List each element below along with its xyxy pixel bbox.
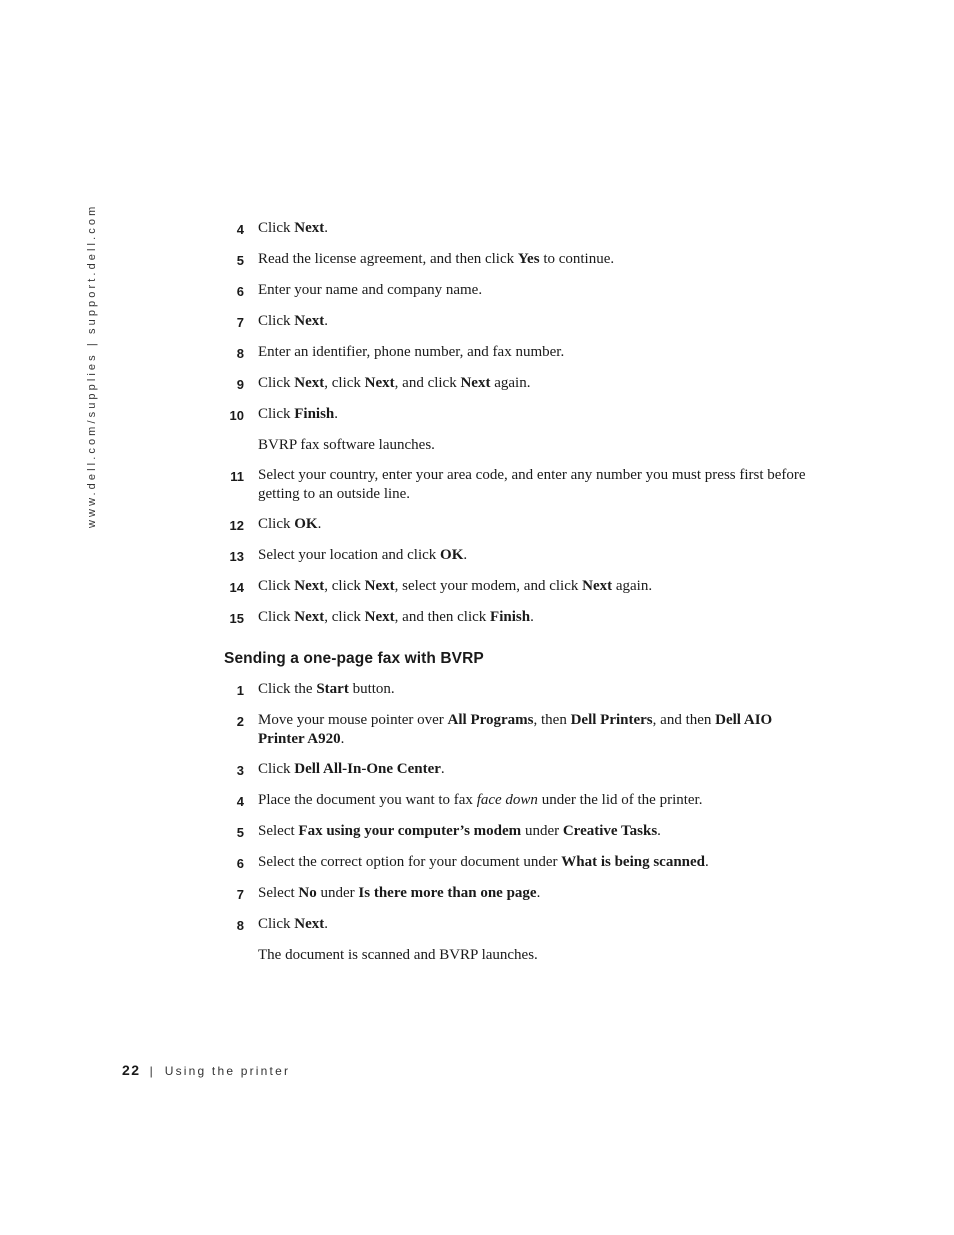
- step-number: 11: [230, 469, 244, 484]
- step-number: 4: [236, 794, 244, 809]
- step-text-run: Read the license agreement, and then click: [258, 251, 518, 267]
- step-text-run: Click: [258, 375, 295, 391]
- step-text: [258, 789, 812, 810]
- step-text-run: Click: [258, 578, 295, 594]
- step-text-run: .: [536, 885, 541, 901]
- step-text-run: Place the document you want to fax: [258, 792, 477, 808]
- step-result-note: BVRP fax software launches.: [258, 437, 435, 453]
- step-text-run: Select your location and click: [258, 547, 441, 563]
- ui-term: Next: [294, 313, 325, 329]
- step-item: [222, 403, 812, 425]
- step-item: [222, 279, 812, 301]
- step-text-run: Click: [258, 406, 295, 422]
- step-text-run: .: [324, 916, 328, 932]
- step-text: [258, 372, 812, 393]
- step-text-run: Select: [258, 885, 299, 901]
- step-text-run: .: [317, 516, 322, 532]
- step-text: [258, 513, 812, 534]
- step-text: [258, 820, 812, 841]
- step-text-run: Click: [258, 609, 295, 625]
- emphasis: face down: [476, 792, 538, 808]
- step-item: [222, 372, 812, 394]
- step-text-run: , click: [324, 609, 365, 625]
- step-item: [222, 248, 812, 270]
- step-text-run: , and then click: [394, 609, 491, 625]
- ui-term: OK: [294, 516, 318, 532]
- ui-term: Finish: [294, 406, 335, 422]
- step-item: [222, 851, 812, 873]
- step-text-run: Select your country, enter your area code, and enter any number you must press first before getting to an outside line.: [258, 467, 806, 502]
- ui-term: Dell Printers: [570, 712, 653, 728]
- ui-term: Next: [294, 220, 325, 236]
- step-item: [222, 575, 812, 597]
- ui-term: Next: [364, 578, 395, 594]
- ui-term: Next: [460, 375, 491, 391]
- step-text-run: Enter your name and company name.: [258, 282, 483, 298]
- ui-term: Next: [294, 916, 325, 932]
- step-text: [258, 464, 812, 504]
- step-item: [222, 310, 812, 332]
- step-item: [222, 341, 812, 363]
- step-number: 8: [236, 918, 244, 933]
- page-footer: [122, 1062, 290, 1080]
- step-number: 7: [236, 315, 244, 330]
- step-text: [258, 403, 812, 424]
- step-number: 15: [229, 611, 244, 626]
- step-item: [222, 789, 812, 811]
- step-text-run: Select the correct option for your document under: [258, 854, 562, 870]
- step-text-run: Select: [258, 823, 299, 839]
- footer-separator: |: [149, 1064, 153, 1078]
- step-text-run: .: [334, 406, 339, 422]
- step-text-run: Move your mouse pointer over: [258, 712, 448, 728]
- step-number: 4: [236, 222, 244, 237]
- step-text-run: to continue.: [539, 251, 615, 267]
- step-text-run: again.: [612, 578, 653, 594]
- ui-term: Fax using your computer’s modem: [298, 823, 522, 839]
- page-number: 22: [122, 1062, 141, 1078]
- step-text-run: Click: [258, 761, 295, 777]
- side-url-text: www.dell.com/supplies | support.dell.com: [86, 203, 98, 528]
- main-content: [222, 217, 812, 974]
- ui-term: What is being scanned: [561, 854, 706, 870]
- step-text: [258, 341, 812, 362]
- step-text-run: .: [657, 823, 661, 839]
- section-heading: Sending a one-page fax with BVRP: [224, 650, 484, 667]
- step-number: 5: [236, 825, 244, 840]
- footer-section-title: Using the printer: [164, 1064, 291, 1078]
- step-text: [258, 851, 812, 872]
- ui-term: No: [298, 885, 317, 901]
- step-text-run: , click: [324, 375, 365, 391]
- step-text-run: , then: [533, 712, 571, 728]
- step-number: 5: [236, 253, 244, 268]
- ui-term: Next: [364, 375, 395, 391]
- ui-term: Next: [294, 375, 325, 391]
- step-list-install: [222, 217, 812, 628]
- step-text-run: .: [324, 313, 328, 329]
- step-text-run: .: [705, 854, 709, 870]
- step-item: [222, 606, 812, 628]
- step-text: [258, 279, 812, 300]
- ui-term: All Programs: [447, 712, 534, 728]
- step-item: [222, 820, 812, 842]
- step-number: 1: [236, 683, 244, 698]
- ui-term: Finish: [490, 609, 531, 625]
- ui-term: Next: [294, 578, 325, 594]
- ui-term: OK: [440, 547, 464, 563]
- ui-term: Start: [316, 681, 349, 697]
- ui-term: Yes: [517, 251, 540, 267]
- step-text-run: .: [463, 547, 468, 563]
- step-item: [222, 544, 812, 566]
- step-number: 7: [236, 887, 244, 902]
- step-text-run: , and click: [394, 375, 461, 391]
- step-item: [222, 217, 812, 239]
- step-text-run: again.: [490, 375, 531, 391]
- step-item: [222, 513, 812, 535]
- step-text-run: button.: [348, 681, 395, 697]
- ui-term: Next: [582, 578, 613, 594]
- step-item: [222, 464, 812, 504]
- step-number: 9: [236, 377, 244, 392]
- step-number: 6: [236, 284, 244, 299]
- step-text: [258, 709, 812, 749]
- step-text-run: Click: [258, 516, 295, 532]
- step-text: [258, 758, 812, 779]
- step-text-run: .: [530, 609, 534, 625]
- step-number: 3: [236, 763, 244, 778]
- step-number: 8: [236, 346, 244, 361]
- step-text-run: Click the: [258, 681, 317, 697]
- step-text-run: Click: [258, 916, 295, 932]
- step-text-run: under: [521, 823, 563, 839]
- ui-term: Is there more than one page: [358, 885, 537, 901]
- step-text-run: Enter an identifier, phone number, and fax number.: [258, 344, 565, 360]
- ui-term: Next: [294, 609, 325, 625]
- step-text: [258, 248, 812, 269]
- step-item: [222, 709, 812, 749]
- step-number: 12: [229, 518, 244, 533]
- step-text: [258, 678, 812, 699]
- step-number: 2: [236, 714, 244, 729]
- step-text-run: .: [340, 731, 345, 747]
- step-text-run: .: [324, 220, 328, 236]
- ui-term: Dell AIO Printer A920: [258, 712, 773, 747]
- step-text-run: .: [440, 761, 445, 777]
- step-result-note: The document is scanned and BVRP launches.: [258, 947, 538, 963]
- step-text: [258, 606, 812, 627]
- step-text-run: , click: [324, 578, 365, 594]
- step-number: 10: [229, 408, 244, 423]
- step-text: [258, 575, 812, 596]
- step-text-run: Click: [258, 313, 295, 329]
- step-text: [258, 310, 812, 331]
- ui-term: Next: [364, 609, 395, 625]
- step-list-send-fax: [222, 678, 812, 965]
- ui-term: Creative Tasks: [562, 823, 658, 839]
- step-text-run: , select your modem, and click: [394, 578, 583, 594]
- step-text-run: , and then: [652, 712, 716, 728]
- step-item: [222, 678, 812, 700]
- step-text: [258, 544, 812, 565]
- step-item: [222, 758, 812, 780]
- step-text: [258, 217, 812, 238]
- step-number: 6: [236, 856, 244, 871]
- step-text-run: under: [316, 885, 359, 901]
- step-number: 14: [229, 580, 244, 595]
- step-text-run: Click: [258, 220, 295, 236]
- step-item: [222, 913, 812, 935]
- step-text-run: under the lid of the printer.: [537, 792, 703, 808]
- step-item: [222, 882, 812, 904]
- step-number: 13: [229, 549, 244, 564]
- step-text: [258, 882, 812, 903]
- step-text: [258, 913, 812, 934]
- ui-term: Dell All-In-One Center: [294, 761, 441, 777]
